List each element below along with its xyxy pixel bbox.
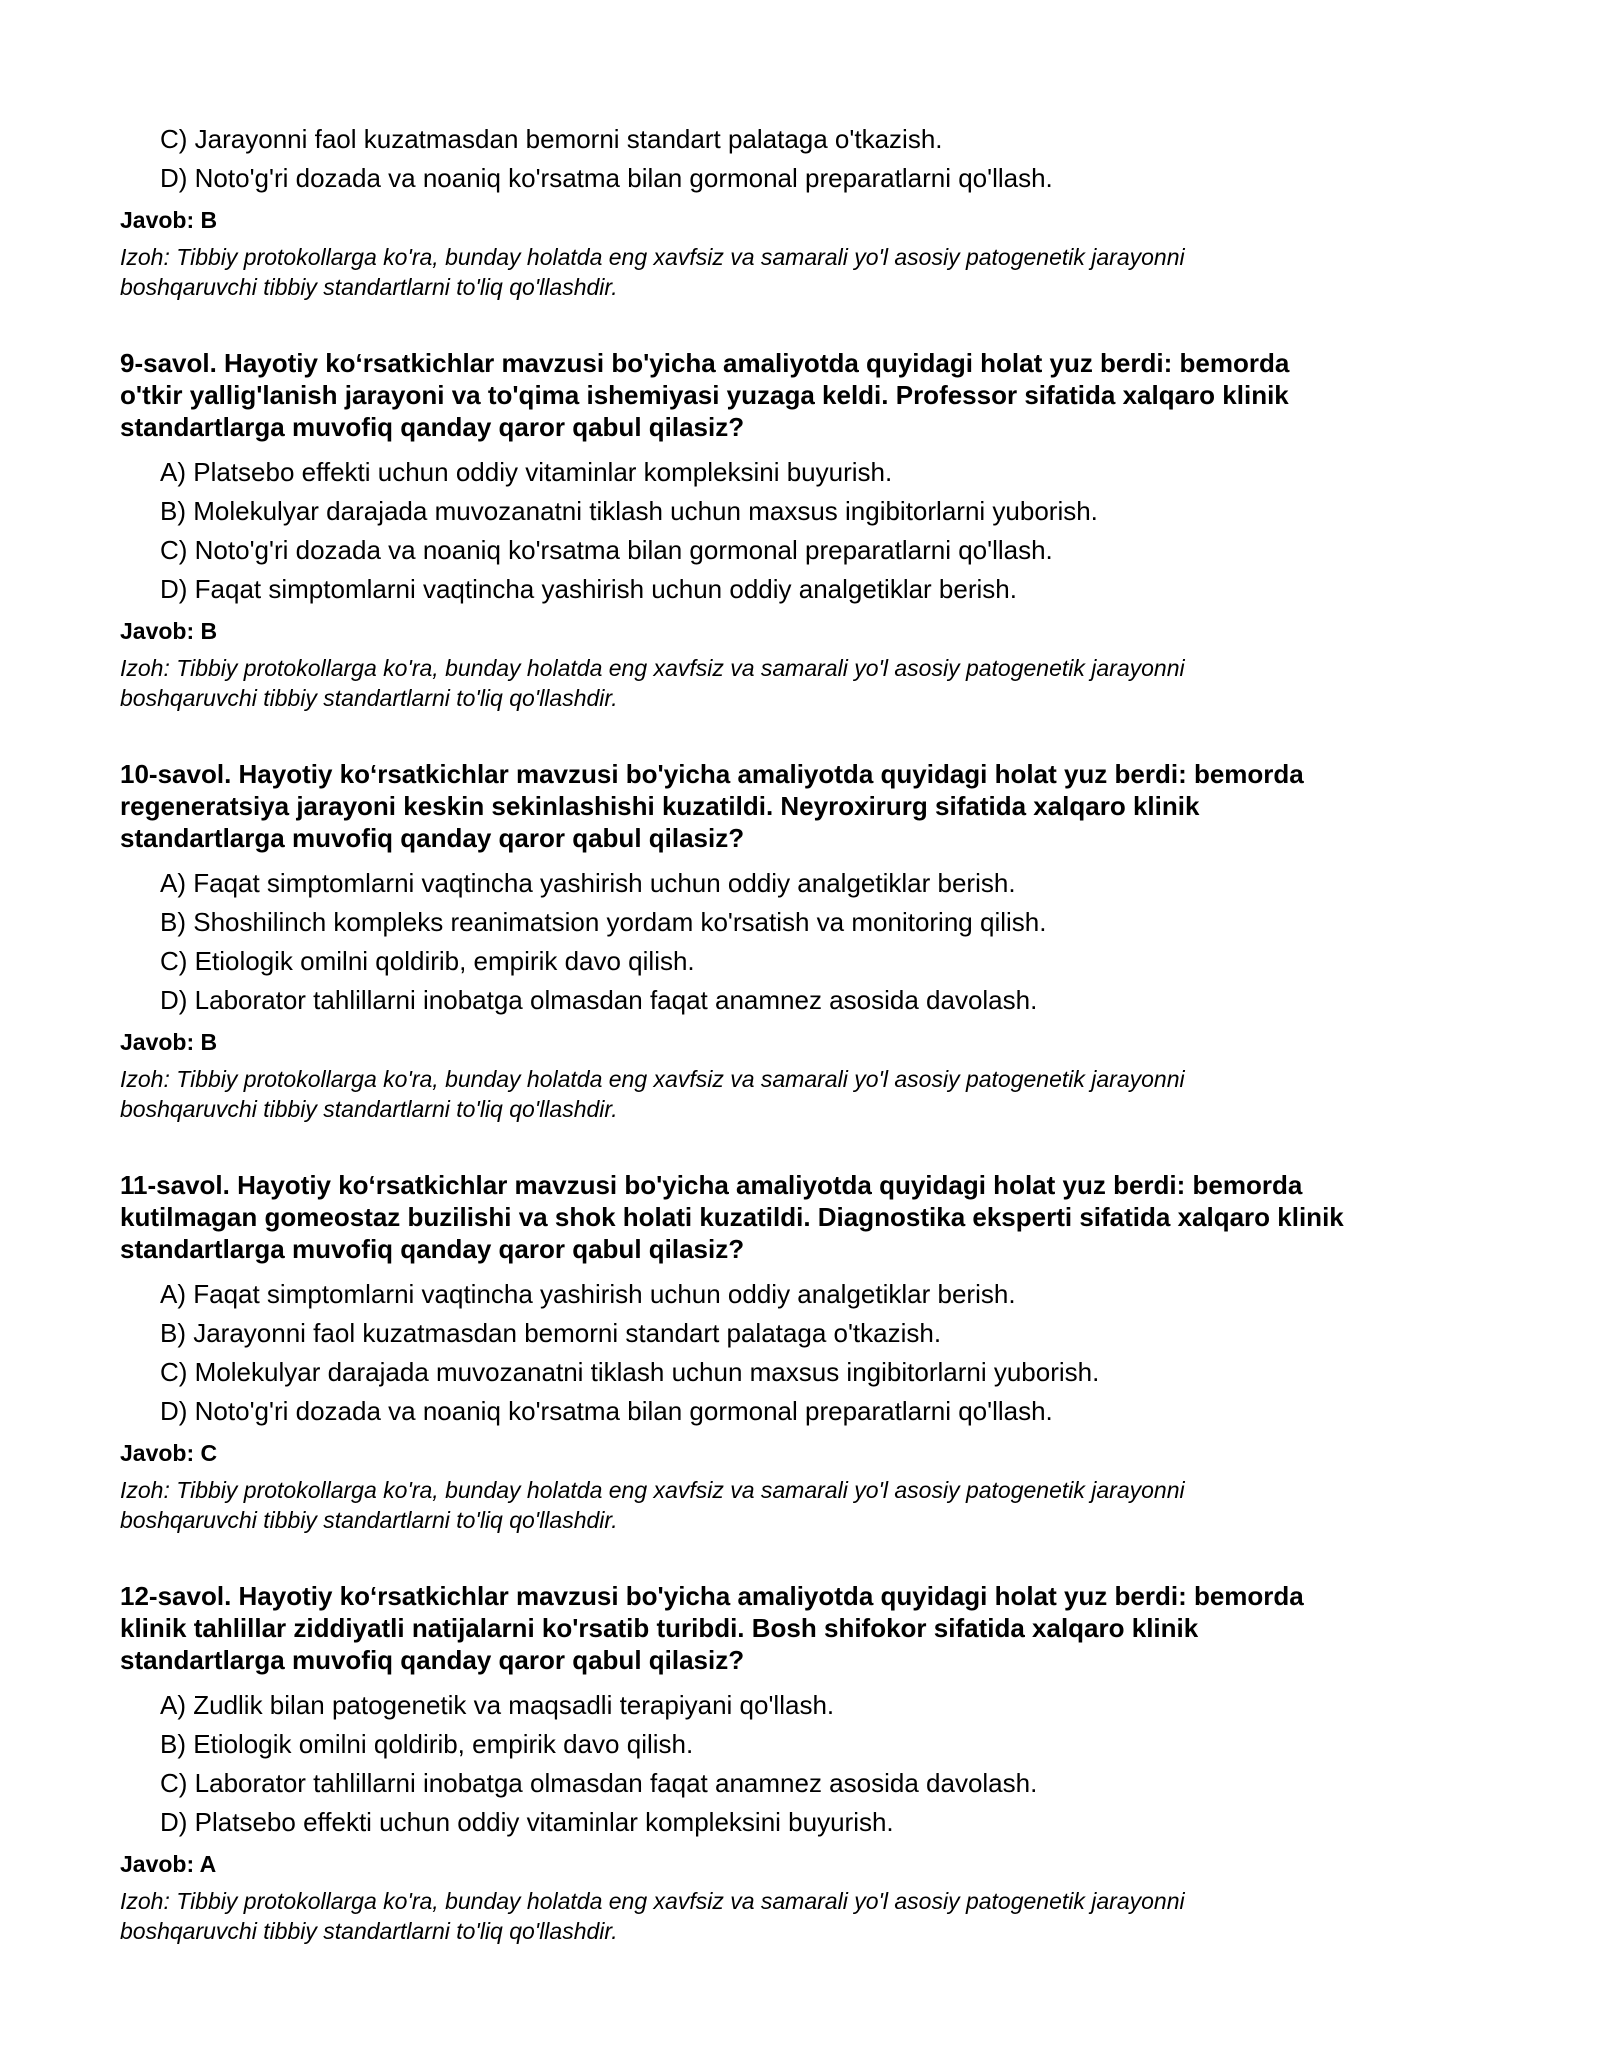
explanation-note bbox=[120, 1475, 1480, 1535]
question-line: kutilmagan gomeostaz buzilishi va shok holati kuzatildi. Diagnostika eksperti sifatida xalqaro klinik bbox=[120, 1202, 1344, 1232]
answer-label: Javob: B bbox=[120, 1029, 218, 1055]
question-line: 11-savol. Hayotiy ko‘rsatkichlar mavzusi bo'yicha amaliyotda quyidagi holat yuz berdi: bemorda bbox=[120, 1170, 1303, 1200]
option-c: C) Jarayonni faol kuzatmasdan bemorni standart palataga o'tkazish. bbox=[160, 124, 943, 154]
question-line: 9-savol. Hayotiy ko‘rsatkichlar mavzusi bo'yicha amaliyotda quyidagi holat yuz berdi: bemorda bbox=[120, 348, 1290, 378]
question-line: regeneratsiya jarayoni keskin sekinlashishi kuzatildi. Neyroxirurg sifatida xalqaro klinik bbox=[120, 791, 1200, 821]
option-c: C) Etiologik omilni qoldirib, empirik davo qilish. bbox=[160, 946, 695, 976]
question-line: standartlarga muvofiq qanday qaror qabul qilasiz? bbox=[120, 1234, 745, 1264]
question-12 bbox=[120, 1580, 1480, 1946]
option-b: B) Jarayonni faol kuzatmasdan bemorni standart palataga o'tkazish. bbox=[160, 1318, 942, 1348]
option-a: A) Platsebo effekti uchun oddiy vitaminlar kompleksini buyurish. bbox=[160, 457, 893, 487]
question-11 bbox=[120, 1169, 1480, 1535]
question-line: 12-savol. Hayotiy ko‘rsatkichlar mavzusi bo'yicha amaliyotda quyidagi holat yuz berdi: bemorda bbox=[120, 1581, 1304, 1611]
answer-label: Javob: B bbox=[120, 207, 218, 233]
option-b: B) Molekulyar darajada muvozanatni tiklash uchun maxsus ingibitorlarni yuborish. bbox=[160, 496, 1098, 526]
option-a: A) Zudlik bilan patogenetik va maqsadli terapiyani qo'llash. bbox=[160, 1690, 835, 1720]
option-d: D) Faqat simptomlarni vaqtincha yashirish uchun oddiy analgetiklar berish. bbox=[160, 574, 1017, 604]
question-text bbox=[120, 758, 1480, 854]
option-c: C) Laborator tahlillarni inobatga olmasdan faqat anamnez asosida davolash. bbox=[160, 1768, 1038, 1798]
option-d: D) Platsebo effekti uchun oddiy vitaminlar kompleksini buyurish. bbox=[160, 1807, 894, 1837]
answer-label: Javob: C bbox=[120, 1440, 218, 1466]
note-line: Izoh: Tibbiy protokollarga ko'ra, bunday holatda eng xavfsiz va samarali yo'l asosiy patogenetik jarayonni bbox=[120, 1888, 1185, 1914]
question-line: standartlarga muvofiq qanday qaror qabul qilasiz? bbox=[120, 412, 745, 442]
option-d: D) Noto'g'ri dozada va noaniq ko'rsatma bilan gormonal preparatlarni qo'llash. bbox=[160, 1396, 1053, 1426]
option-d: D) Laborator tahlillarni inobatga olmasdan faqat anamnez asosida davolash. bbox=[160, 985, 1038, 1015]
question-line: o'tkir yallig'lanish jarayoni va to'qima ishemiyasi yuzaga keldi. Professor sifatida xalqaro klinik bbox=[120, 380, 1289, 410]
question-line: klinik tahlillar ziddiyatli natijalarni ko'rsatib turibdi. Bosh shifokor sifatida xalqaro klinik bbox=[120, 1613, 1199, 1643]
question-9 bbox=[120, 347, 1480, 713]
question-text bbox=[120, 347, 1480, 443]
explanation-note bbox=[120, 1064, 1480, 1124]
note-line: Izoh: Tibbiy protokollarga ko'ra, bunday holatda eng xavfsiz va samarali yo'l asosiy patogenetik jarayonni bbox=[120, 244, 1185, 270]
option-a: A) Faqat simptomlarni vaqtincha yashirish uchun oddiy analgetiklar berish. bbox=[160, 1279, 1016, 1309]
option-a: A) Faqat simptomlarni vaqtincha yashirish uchun oddiy analgetiklar berish. bbox=[160, 868, 1016, 898]
option-b: B) Shoshilinch kompleks reanimatsion yordam ko'rsatish va monitoring qilish. bbox=[160, 907, 1047, 937]
question-line: standartlarga muvofiq qanday qaror qabul qilasiz? bbox=[120, 1645, 745, 1675]
explanation-note bbox=[120, 242, 1480, 302]
option-b: B) Etiologik omilni qoldirib, empirik davo qilish. bbox=[160, 1729, 694, 1759]
note-line: boshqaruvchi tibbiy standartlarni to'liq qo'llashdir. bbox=[120, 1918, 618, 1944]
option-c: C) Molekulyar darajada muvozanatni tiklash uchun maxsus ingibitorlarni yuborish. bbox=[160, 1357, 1100, 1387]
option-c: C) Noto'g'ri dozada va noaniq ko'rsatma bilan gormonal preparatlarni qo'llash. bbox=[160, 535, 1053, 565]
answer-label: Javob: A bbox=[120, 1851, 217, 1877]
note-line: boshqaruvchi tibbiy standartlarni to'liq qo'llashdir. bbox=[120, 685, 618, 711]
question-8-continuation bbox=[120, 120, 1480, 302]
answer-label: Javob: B bbox=[120, 618, 218, 644]
note-line: Izoh: Tibbiy protokollarga ko'ra, bunday holatda eng xavfsiz va samarali yo'l asosiy patogenetik jarayonni bbox=[120, 1066, 1185, 1092]
note-line: boshqaruvchi tibbiy standartlarni to'liq qo'llashdir. bbox=[120, 274, 618, 300]
question-line: standartlarga muvofiq qanday qaror qabul qilasiz? bbox=[120, 823, 745, 853]
option-d: D) Noto'g'ri dozada va noaniq ko'rsatma bilan gormonal preparatlarni qo'llash. bbox=[160, 163, 1053, 193]
question-10 bbox=[120, 758, 1480, 1124]
note-line: Izoh: Tibbiy protokollarga ko'ra, bunday holatda eng xavfsiz va samarali yo'l asosiy patogenetik jarayonni bbox=[120, 655, 1185, 681]
question-text bbox=[120, 1169, 1480, 1265]
question-text bbox=[120, 1580, 1480, 1676]
note-line: Izoh: Tibbiy protokollarga ko'ra, bunday holatda eng xavfsiz va samarali yo'l asosiy patogenetik jarayonni bbox=[120, 1477, 1185, 1503]
note-line: boshqaruvchi tibbiy standartlarni to'liq qo'llashdir. bbox=[120, 1507, 618, 1533]
explanation-note bbox=[120, 653, 1480, 713]
explanation-note bbox=[120, 1886, 1480, 1946]
note-line: boshqaruvchi tibbiy standartlarni to'liq qo'llashdir. bbox=[120, 1096, 618, 1122]
question-line: 10-savol. Hayotiy ko‘rsatkichlar mavzusi bo'yicha amaliyotda quyidagi holat yuz berdi: bemorda bbox=[120, 759, 1304, 789]
